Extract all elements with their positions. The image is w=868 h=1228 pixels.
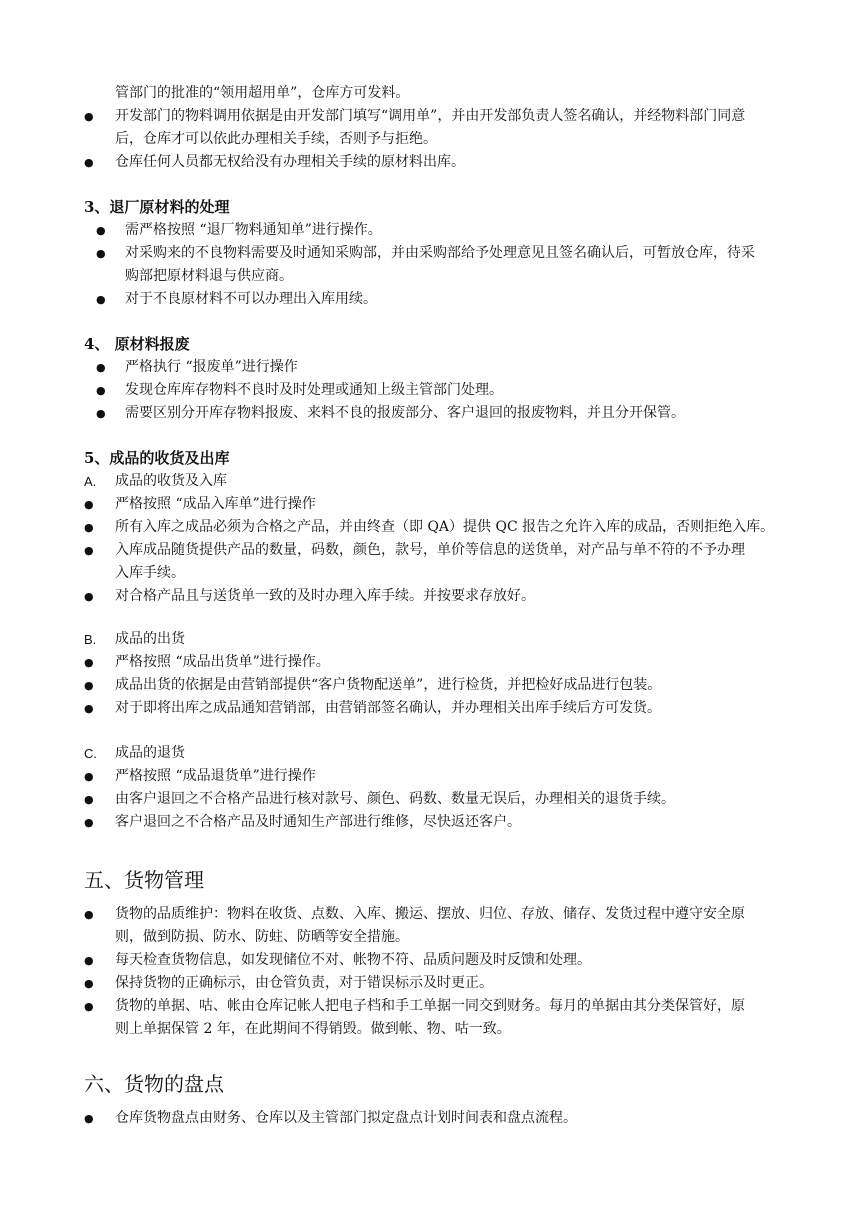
subsection-label: 成品的收货及入库 bbox=[115, 473, 227, 489]
bullet-icon: ● bbox=[84, 816, 94, 829]
subsection-marker: A. bbox=[84, 474, 97, 489]
list-item-text: 后，仓库才可以依此办理相关手续，否则予与拒绝。 bbox=[115, 131, 437, 147]
subsection-c-heading bbox=[0, 742, 868, 765]
list-item-text: 开发部门的物料调用依据是由开发部门填写“调用单”，并由开发部负责人签名确认，并经物料部门同意 bbox=[115, 108, 746, 124]
list-item bbox=[0, 788, 868, 811]
list-item-text: 管部门的批准的“领用超用单”，仓库方可发料。 bbox=[115, 85, 410, 101]
list-item-text: 仓库货物盘点由财务、仓库以及主管部门拟定盘点计划时间表和盘点流程。 bbox=[115, 1110, 577, 1126]
section-5 bbox=[0, 447, 868, 608]
chapter-5-list bbox=[0, 903, 868, 1041]
chapter-heading: 六、货物的盘点 bbox=[84, 1072, 224, 1096]
list-item bbox=[0, 995, 868, 1018]
bullet-icon: ● bbox=[84, 679, 94, 692]
subsection-label: 成品的退货 bbox=[115, 745, 185, 761]
section-4 bbox=[0, 333, 868, 425]
list-item-text: 则，做到防损、防水、防蛀、防晒等安全措施。 bbox=[115, 929, 409, 945]
list-item-text: 对采购来的不良物料需要及时通知采购部，并由采购部给予处理意见且签名确认后，可暂放仓库，待采 bbox=[125, 245, 755, 261]
subsection-b bbox=[0, 628, 868, 720]
bullet-icon: ● bbox=[96, 407, 106, 420]
bullet-icon: ● bbox=[84, 977, 94, 990]
bullet-icon: ● bbox=[96, 293, 106, 306]
section-heading: 5、成品的收货及出库 bbox=[84, 449, 230, 467]
list-item bbox=[0, 697, 868, 720]
bullet-icon: ● bbox=[84, 954, 94, 967]
list-item-text: 需要区别分开库存物料报废、来料不良的报废部分、客户退回的报废物料，并且分开保管。 bbox=[125, 405, 685, 421]
bullet-icon: ● bbox=[84, 544, 94, 557]
bullet-icon: ● bbox=[84, 770, 94, 783]
subsection-b-heading bbox=[0, 628, 868, 651]
list-item bbox=[0, 926, 868, 949]
list-item bbox=[0, 811, 868, 834]
list-item-text: 严格执行 “报废单”进行操作 bbox=[125, 359, 298, 375]
list-item-text: 每天检查货物信息，如发现储位不对、帐物不符、品质问题及时反馈和处理。 bbox=[115, 952, 591, 968]
list-item bbox=[0, 674, 868, 697]
bullet-icon: ● bbox=[84, 908, 94, 921]
list-item-text: 对于不良原材料不可以办理出入库用续。 bbox=[125, 291, 377, 307]
bullet-icon: ● bbox=[84, 793, 94, 806]
list-item bbox=[0, 493, 868, 516]
chapter-heading: 五、货物管理 bbox=[84, 868, 204, 892]
list-item bbox=[0, 105, 868, 128]
list-item bbox=[0, 539, 868, 562]
bullet-icon: ● bbox=[84, 110, 94, 123]
list-item bbox=[0, 903, 868, 926]
bullet-icon: ● bbox=[84, 1000, 94, 1013]
list-item bbox=[0, 288, 868, 311]
list-item bbox=[0, 219, 868, 242]
list-item-text: 入库成品随货提供产品的数量，码数，颜色，款号，单价等信息的送货单，对产品与单不符的不予办理 bbox=[115, 542, 745, 558]
bullet-icon: ● bbox=[96, 247, 106, 260]
section-heading: 4、 原材料报废 bbox=[84, 335, 190, 353]
bullet-icon: ● bbox=[84, 702, 94, 715]
list-item bbox=[0, 562, 868, 585]
list-item bbox=[0, 651, 868, 674]
list-item bbox=[0, 972, 868, 995]
bullet-icon: ● bbox=[96, 224, 106, 237]
list-item bbox=[0, 356, 868, 379]
subsection-marker: C. bbox=[84, 746, 97, 761]
list-item bbox=[0, 516, 868, 539]
list-item bbox=[0, 949, 868, 972]
list-item-text: 严格按照 “成品出货单”进行操作。 bbox=[115, 654, 330, 670]
list-item-text: 需严格按照 “退厂物料通知单”进行操作。 bbox=[125, 222, 382, 238]
bullet-icon: ● bbox=[84, 590, 94, 603]
list-item-text: 由客户退回之不合格产品进行核对款号、颜色、码数、数量无误后，办理相关的退货手续。 bbox=[115, 791, 675, 807]
list-item-text: 发现仓库库存物料不良时及时处理或通知上级主管部门处理。 bbox=[125, 382, 503, 398]
list-item-text: 保持货物的正确标示，由仓管负责，对于错误标示及时更正。 bbox=[115, 975, 493, 991]
bullet-icon: ● bbox=[96, 361, 106, 374]
bullet-icon: ● bbox=[84, 1112, 94, 1125]
list-item-text: 所有入库之成品必须为合格之产品，并由终查（即 QA）提供 QC 报告之允许入库的成品，否则拒绝入库。 bbox=[115, 519, 775, 535]
bullet-icon: ● bbox=[84, 521, 94, 534]
list-item-text: 则上单据保管 2 年，在此期间不得销毁。做到帐、物、咕一致。 bbox=[115, 1021, 511, 1037]
bullet-icon: ● bbox=[96, 384, 106, 397]
list-item bbox=[0, 402, 868, 425]
list-item-text: 成品出货的依据是由营销部提供“客户货物配送单”，进行检货，并把检好成品进行包装。 bbox=[115, 677, 662, 693]
list-item bbox=[0, 1018, 868, 1041]
list-item bbox=[0, 379, 868, 402]
list-item bbox=[0, 242, 868, 265]
subsection-label: 成品的出货 bbox=[115, 631, 185, 647]
list-item-text: 入库手续。 bbox=[115, 565, 185, 581]
bullet-icon: ● bbox=[84, 156, 94, 169]
list-item-text: 对合格产品且与送货单一致的及时办理入库手续。并按要求存放好。 bbox=[115, 588, 535, 604]
list-item bbox=[0, 82, 868, 105]
list-item-text: 严格按照 “成品退货单”进行操作 bbox=[115, 768, 316, 784]
list-item bbox=[0, 1107, 868, 1130]
subsection-marker: B. bbox=[84, 632, 97, 647]
list-item bbox=[0, 128, 868, 151]
list-item bbox=[0, 585, 868, 608]
list-item-text: 客户退回之不合格产品及时通知生产部进行维修，尽快返还客户。 bbox=[115, 814, 521, 830]
list-item-text: 货物的品质维护：物料在收货、点数、入库、搬运、摆放、归位、存放、储存、发货过程中遵守安全原 bbox=[115, 906, 745, 922]
list-item-text: 严格按照 “成品入库单”进行操作 bbox=[115, 496, 316, 512]
section-3 bbox=[0, 196, 868, 311]
list-item bbox=[0, 765, 868, 788]
bullet-icon: ● bbox=[84, 498, 94, 511]
subsection-a-heading bbox=[0, 470, 868, 493]
list-item-text: 仓库任何人员都无权给没有办理相关手续的原材料出库。 bbox=[115, 154, 465, 170]
list-item bbox=[0, 265, 868, 288]
list-item-text: 货物的单据、咕、帐由仓库记帐人把电子档和手工单据一同交到财务。每月的单据由其分类保管好，原 bbox=[115, 998, 745, 1014]
list-item-text: 购部把原材料退与供应商。 bbox=[125, 268, 293, 284]
subsection-c bbox=[0, 742, 868, 834]
list-item-text: 对于即将出库之成品通知营销部，由营销部签名确认，并办理相关出库手续后方可发货。 bbox=[115, 700, 661, 716]
section-heading: 3、退厂原材料的处理 bbox=[84, 198, 230, 216]
bullet-icon: ● bbox=[84, 656, 94, 669]
list-item bbox=[0, 151, 868, 174]
chapter-6-list bbox=[0, 1107, 868, 1130]
top-block bbox=[0, 82, 868, 174]
